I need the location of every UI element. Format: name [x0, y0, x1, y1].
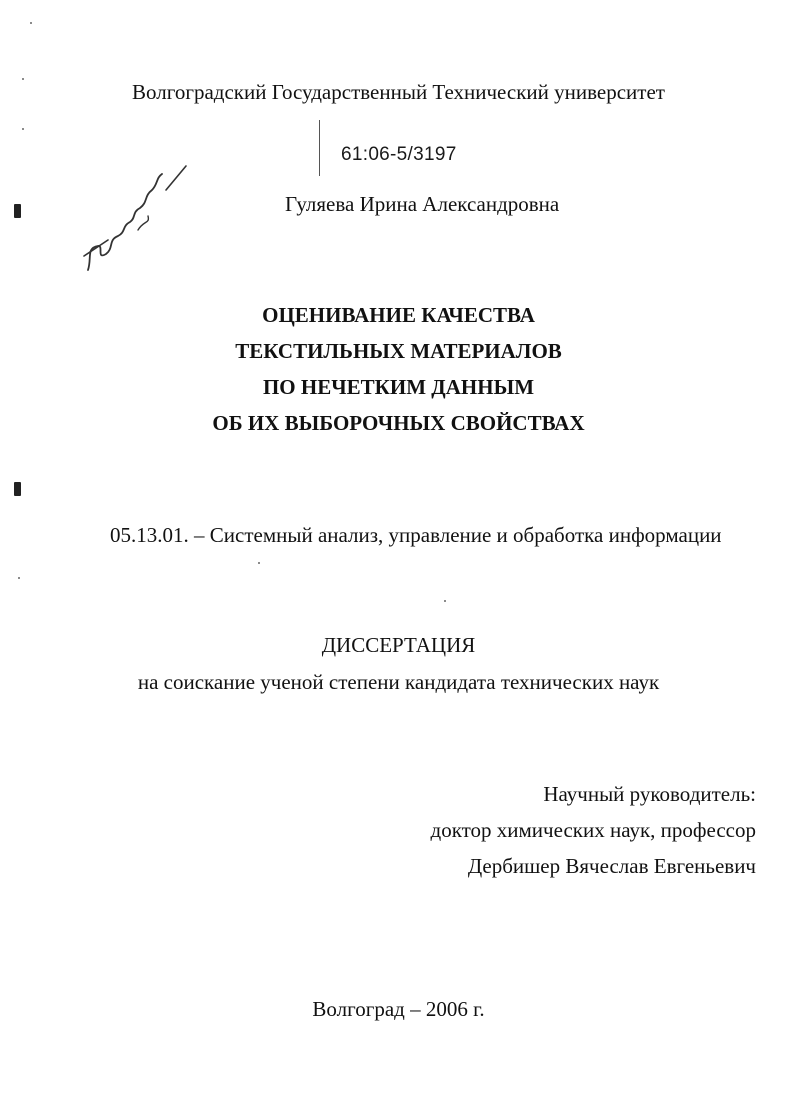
- stamp-divider: [319, 120, 320, 176]
- university-name: Волгоградский Государственный Технический университет: [132, 80, 665, 104]
- scan-speck: [22, 128, 24, 130]
- scan-speck: [444, 600, 446, 602]
- punch-hole-mark: [14, 204, 21, 218]
- title-line-1: ОЦЕНИВАНИЕ КАЧЕСТВА: [262, 303, 535, 327]
- title-line-4: ОБ ИХ ВЫБОРОЧНЫХ СВОЙСТВАХ: [212, 411, 585, 435]
- supervisor-label: Научный руководитель:: [543, 782, 756, 806]
- punch-hole-mark: [14, 482, 21, 496]
- title-line-2: ТЕКСТИЛЬНЫХ МАТЕРИАЛОВ: [235, 339, 562, 363]
- degree-purpose: на соискание ученой степени кандидата технических наук: [137, 670, 660, 694]
- scan-speck: [30, 22, 32, 24]
- supervisor-degree: доктор химических наук, профессор: [430, 818, 756, 842]
- specialty-code: 05.13.01. – Системный анализ, управление и обработка информации: [110, 523, 722, 547]
- city-year: Волгоград – 2006 г.: [312, 997, 485, 1021]
- scan-speck: [18, 577, 20, 579]
- author-name: Гуляева Ирина Александровна: [285, 192, 560, 216]
- scan-speck: [258, 562, 260, 564]
- title-line-3: ПО НЕЧЕТКИМ ДАННЫМ: [262, 375, 535, 399]
- library-stamp-code: 61:06-5/3197: [341, 144, 457, 165]
- supervisor-name: Дербишер Вячеслав Евгеньевич: [467, 854, 756, 878]
- handwritten-signature: [78, 160, 198, 280]
- document-type-heading: ДИССЕРТАЦИЯ: [321, 633, 476, 657]
